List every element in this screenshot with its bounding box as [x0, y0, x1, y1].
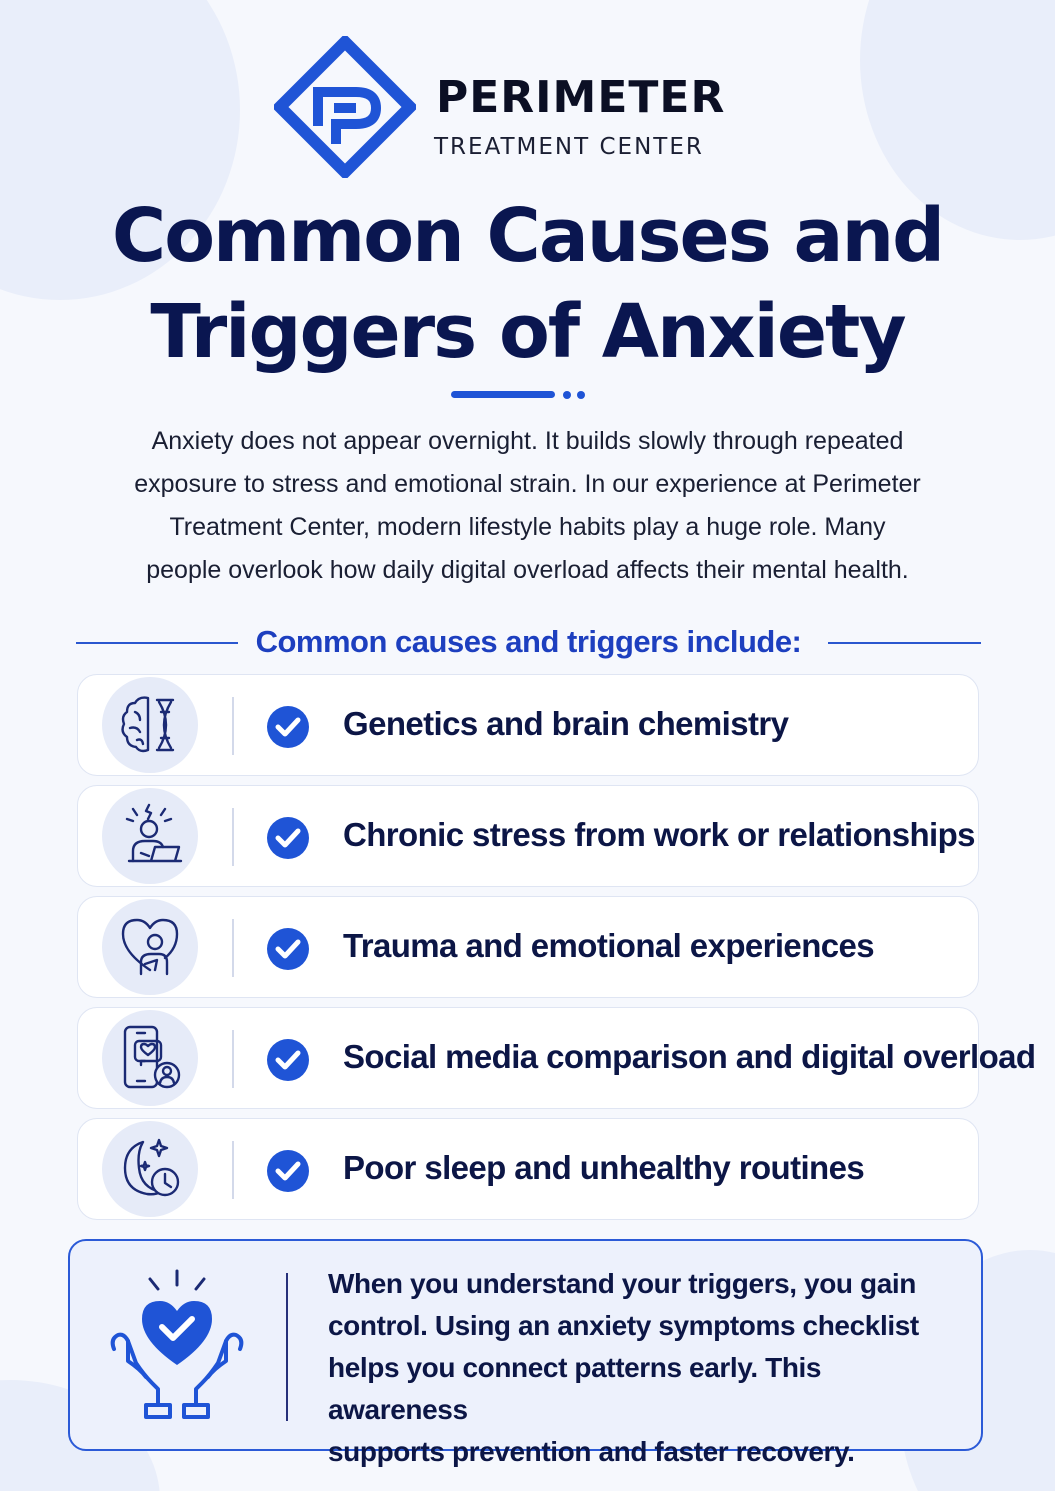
callout-line: helps you connect patterns early. This awareness: [328, 1352, 822, 1425]
intro-paragraph: [120, 420, 935, 592]
callout-text: [328, 1263, 968, 1473]
hands-heart-check-icon: [106, 1265, 248, 1425]
callout-line: control. Using an anxiety symptoms checklist: [328, 1310, 919, 1341]
section-heading-label: Common causes and triggers include:: [255, 624, 802, 659]
item-icon-circle: [102, 677, 198, 773]
check-circle-icon: [266, 1149, 310, 1193]
heart-person-icon: [115, 912, 185, 982]
item-separator: [232, 697, 234, 755]
item-label: Chronic stress from work or relationships: [343, 816, 975, 853]
stressed-person-laptop-icon: [115, 801, 185, 871]
page-title: [0, 188, 1055, 380]
item-icon-circle: [102, 1010, 198, 1106]
brand-logo[interactable]: [274, 36, 834, 181]
item-separator: [232, 1141, 234, 1199]
callout-line: When you understand your triggers, you gain: [328, 1268, 916, 1299]
list-item: [77, 674, 979, 776]
item-label: Trauma and emotional experiences: [343, 927, 875, 964]
phone-social-icon: [115, 1023, 185, 1093]
list-item: [77, 1007, 1036, 1109]
check-circle-icon: [266, 816, 310, 860]
callout-line: supports prevention and faster recovery.: [328, 1436, 855, 1467]
intro-line: Treatment Center, modern lifestyle habits play a huge role. Many: [169, 513, 886, 541]
underline-bar: [451, 391, 555, 398]
item-label: Social media comparison and digital overload: [343, 1038, 1036, 1075]
intro-line: Anxiety does not appear overnight. It builds slowly through repeated: [151, 427, 904, 455]
intro-line: exposure to stress and emotional strain. In our experience at Perimeter: [134, 470, 921, 498]
list-item: [77, 1118, 979, 1220]
underline-dot: [577, 391, 585, 399]
brand-subtitle: TREATMENT CENTER: [434, 134, 704, 160]
item-separator: [232, 808, 234, 866]
title-underline: [451, 390, 591, 400]
list-item: [77, 896, 979, 998]
moon-clock-icon: [115, 1134, 185, 1204]
diamond-p-logo-icon: [274, 36, 416, 178]
item-icon-circle: [102, 899, 198, 995]
underline-dot: [563, 391, 571, 399]
callout-box: [68, 1239, 983, 1467]
item-icon-circle: [102, 788, 198, 884]
intro-line: people overlook how daily digital overload affects their mental health.: [146, 556, 909, 584]
item-separator: [232, 919, 234, 977]
brand-name: PERIMETER: [436, 72, 726, 123]
callout-separator: [286, 1273, 288, 1421]
section-heading: [76, 618, 981, 668]
item-label: Poor sleep and unhealthy routines: [343, 1149, 865, 1186]
item-separator: [232, 1030, 234, 1088]
brain-dna-icon: [115, 690, 185, 760]
check-circle-icon: [266, 927, 310, 971]
check-circle-icon: [266, 1038, 310, 1082]
title-line-2: Triggers of Anxiety: [150, 289, 905, 375]
list-item: [77, 785, 979, 887]
title-line-1: Common Causes and: [111, 193, 944, 279]
item-icon-circle: [102, 1121, 198, 1217]
item-label: Genetics and brain chemistry: [343, 705, 789, 742]
check-circle-icon: [266, 705, 310, 749]
